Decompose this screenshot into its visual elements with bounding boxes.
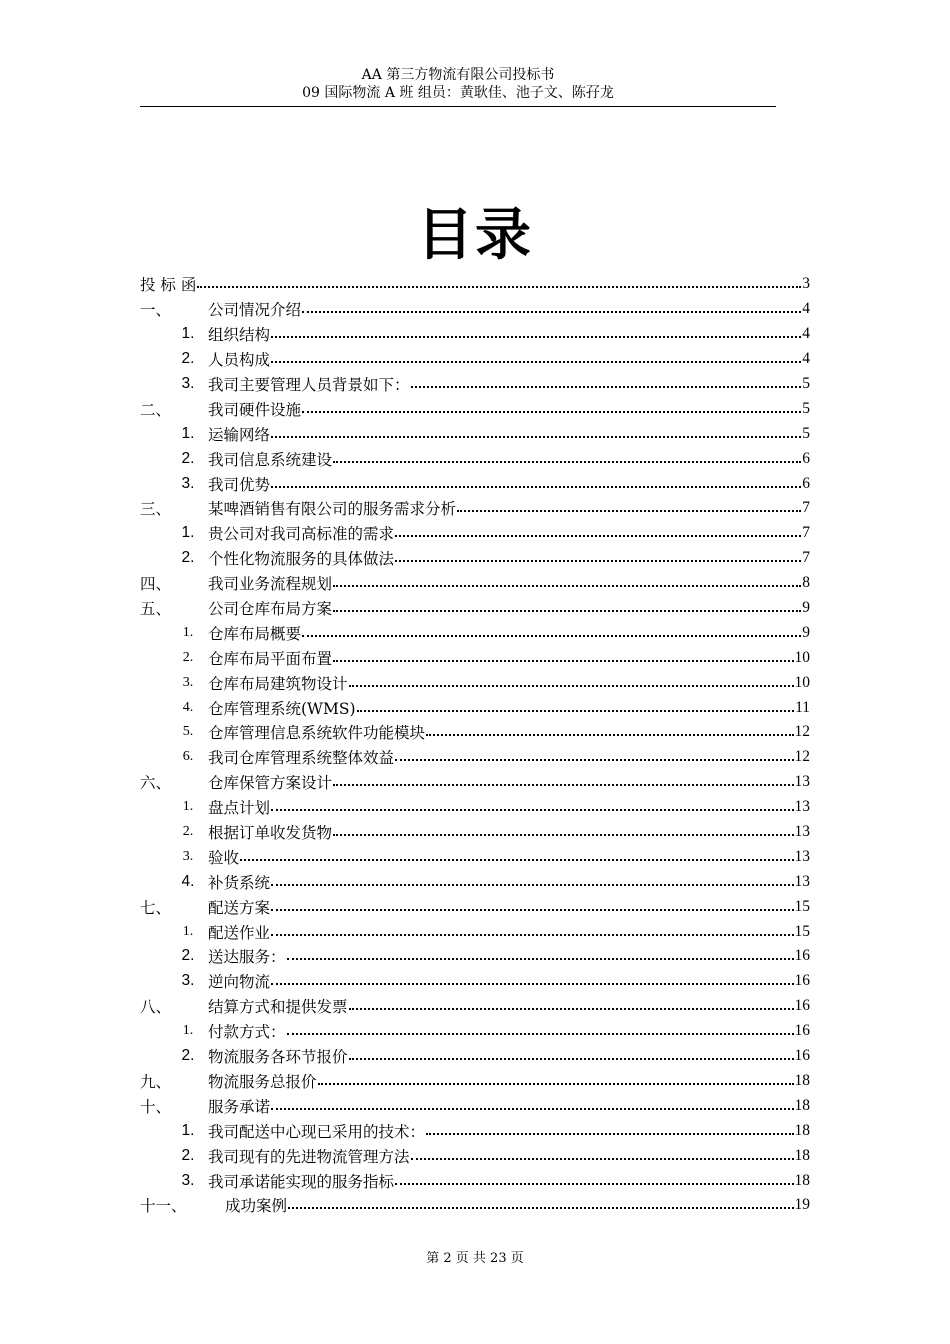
toc-entry-number: 1. [181, 524, 195, 542]
toc-entry-page: 16 [794, 947, 810, 965]
toc-entry-page: 16 [794, 972, 810, 990]
toc-entry-title: 我司优势 [208, 475, 271, 494]
toc-entry[interactable] [140, 1093, 810, 1118]
toc-entry[interactable] [140, 1044, 810, 1069]
toc-entry-page: 3 [802, 275, 810, 293]
toc-entry[interactable] [140, 446, 810, 471]
toc-entry-page: 15 [794, 897, 810, 915]
toc-entry-title: 仓库布局建筑物设计 [208, 674, 348, 693]
toc-entry[interactable] [140, 795, 810, 820]
toc-entry-title: 仓库布局概要 [208, 624, 302, 643]
toc-dot-leader [271, 436, 801, 438]
toc-entry-title: 人员构成 [208, 351, 271, 370]
toc-entry-page: 6 [802, 474, 810, 492]
toc-entry-title: 我司主要管理人员背景如下： [208, 376, 410, 394]
toc-entry-number: 1. [181, 1121, 195, 1139]
toc-entry-number: 九、 [140, 1072, 172, 1091]
toc-entry-title: 某啤酒销售有限公司的服务需求分析 [208, 500, 457, 519]
toc-entry-title: 仓库布局平面布置 [208, 649, 333, 668]
toc-dot-leader [411, 1158, 794, 1160]
toc-entry-page: 18 [794, 1121, 810, 1139]
toc-entry-page: 11 [795, 698, 810, 716]
toc-entry-title: 运输网络 [208, 425, 271, 444]
toc-entry-number: 4. [182, 699, 194, 715]
toc-entry-title: 成功案例 [225, 1197, 288, 1216]
toc-entry-title: 送达服务： [208, 948, 286, 967]
toc-dot-leader [302, 635, 801, 637]
toc-entry[interactable] [140, 770, 810, 795]
toc-entry-title: 投 标 函 [140, 276, 197, 295]
header-title: AA 第三方物流有限公司投标书 [361, 67, 555, 83]
toc-entry[interactable] [140, 347, 810, 372]
toc-dot-leader [411, 386, 802, 388]
toc-dot-leader [271, 884, 793, 886]
toc-entry-number: 5. [182, 724, 194, 740]
header-divider [140, 106, 776, 107]
toc-entry-title: 验收 [208, 848, 240, 867]
toc-entry-number: 3. [181, 1171, 195, 1189]
toc-entry-page: 18 [794, 1171, 810, 1189]
toc-entry-title: 公司情况介绍 [208, 301, 302, 320]
toc-dot-leader [271, 486, 801, 488]
toc-entry[interactable] [140, 272, 810, 297]
toc-dot-leader [333, 585, 801, 587]
toc-entry-page: 18 [794, 1096, 810, 1114]
toc-entry-title: 仓库保管方案设计 [208, 774, 333, 793]
toc-entry-page: 5 [802, 424, 810, 442]
toc-dot-leader [349, 685, 794, 687]
toc-entry-number: 1. [182, 624, 194, 640]
toc-entry-title: 我司现有的先进物流管理方法 [208, 1147, 410, 1166]
toc-entry-page: 8 [802, 574, 810, 592]
toc-entry[interactable] [140, 969, 810, 994]
toc-entry[interactable] [140, 421, 810, 446]
toc-dot-leader [395, 1183, 793, 1185]
toc-dot-leader [395, 560, 801, 562]
toc-entry-number: 1. [182, 1023, 194, 1039]
toc-entry[interactable] [140, 521, 810, 546]
toc-entry-title: 逆向物流 [208, 973, 271, 992]
toc-entry-title: 仓库管理信息系统软件功能模块 [208, 724, 426, 743]
toc-entry-page: 10 [794, 648, 810, 666]
toc-dot-leader [333, 461, 801, 463]
toc-dot-leader [240, 859, 793, 861]
toc-entry-title: 我司信息系统建设 [208, 450, 333, 469]
toc-entry-number: 6. [182, 749, 194, 765]
toc-entry-title: 补货系统 [208, 873, 271, 892]
toc-entry-page: 6 [802, 449, 810, 467]
toc-dot-leader [357, 710, 795, 712]
toc-entry[interactable] [140, 820, 810, 845]
toc-entry-title: 我司硬件设施 [208, 400, 302, 419]
toc-entry-number: 2. [181, 549, 195, 567]
toc-entry-number: 2. [181, 947, 195, 965]
toc-entry-page: 13 [794, 872, 810, 890]
toc-dot-leader [302, 411, 801, 413]
toc-dot-leader [333, 660, 793, 662]
toc-entry-title: 我司配送中心现已采用的技术： [208, 1122, 426, 1141]
toc-entry[interactable] [140, 1143, 810, 1168]
toc-entry-page: 4 [802, 325, 810, 343]
toc-dot-leader [349, 1008, 794, 1010]
toc-entry[interactable] [140, 496, 810, 521]
toc-entry[interactable] [140, 645, 810, 670]
toc-entry[interactable] [140, 546, 810, 571]
toc-entry-number: 2. [181, 449, 195, 467]
toc-entry-number: 一、 [140, 301, 172, 320]
toc-entry[interactable] [140, 571, 810, 596]
toc-entry[interactable] [140, 745, 810, 770]
toc-entry[interactable] [140, 1118, 810, 1143]
toc-entry[interactable] [140, 1168, 810, 1193]
toc-dot-leader [288, 1207, 793, 1209]
toc-entry-number: 三、 [140, 500, 172, 519]
toc-entry-number: 八、 [140, 998, 172, 1017]
toc-entry-page: 10 [794, 673, 810, 691]
toc-entry[interactable] [140, 844, 810, 869]
toc-dot-leader [333, 610, 801, 612]
toc-entry-number: 2. [181, 1146, 195, 1164]
toc-entry-title: 配送作业 [208, 923, 271, 942]
toc-entry-number: 3. [181, 972, 195, 990]
toc-entry-page: 9 [802, 599, 810, 617]
toc-entry-title: 我司业务流程规划 [208, 575, 333, 594]
toc-entry-title: 我司承诺能实现的服务指标 [208, 1172, 395, 1191]
toc-entry-number: 四、 [140, 575, 172, 594]
toc-entry[interactable] [140, 695, 810, 720]
toc-entry[interactable] [140, 471, 810, 496]
toc-entry-page: 13 [794, 798, 810, 816]
toc-entry[interactable] [140, 869, 810, 894]
toc-entry[interactable] [140, 1019, 810, 1044]
toc-entry-page: 7 [802, 524, 810, 542]
toc-dot-leader [395, 759, 793, 761]
toc-entry-number: 4. [181, 872, 195, 890]
page-footer: 第 2 页 共 23 页 [426, 1251, 524, 1266]
toc-entry-number: 1. [181, 424, 195, 442]
toc-entry-page: 13 [794, 823, 810, 841]
toc-dot-leader [197, 286, 801, 288]
toc-entry-title: 仓库管理系统(WMS) [208, 699, 356, 718]
toc-dot-leader [287, 958, 794, 960]
toc-entry[interactable] [140, 372, 810, 397]
toc-entry-title: 根据订单收发货物 [208, 824, 333, 843]
toc-entry[interactable] [140, 1193, 810, 1218]
toc-entry-page: 9 [802, 623, 810, 641]
toc-entry-page: 4 [802, 300, 810, 318]
toc-entry-number: 五、 [140, 600, 172, 619]
toc-dot-leader [333, 784, 793, 786]
toc-dot-leader [271, 934, 793, 936]
toc-entry-page: 4 [802, 350, 810, 368]
toc-entry-number: 3. [182, 848, 194, 864]
toc-entry-page: 13 [794, 847, 810, 865]
toc-entry-number: 1. [182, 799, 194, 815]
toc-entry[interactable] [140, 994, 810, 1019]
toc-entry[interactable] [140, 596, 810, 621]
toc-entry-page: 19 [794, 1196, 810, 1214]
toc-dot-leader [271, 336, 801, 338]
toc-entry-number: 2. [181, 1047, 195, 1065]
toc-dot-leader [271, 1108, 793, 1110]
toc-dot-leader [271, 809, 793, 811]
toc-entry-number: 3. [182, 674, 194, 690]
toc-entry-number: 2. [181, 350, 195, 368]
toc-entry-page: 15 [794, 922, 810, 940]
toc-entry-title: 盘点计划 [208, 799, 271, 818]
toc-entry-title: 物流服务各环节报价 [208, 1048, 348, 1067]
toc-entry-page: 7 [802, 549, 810, 567]
toc-entry-page: 16 [794, 997, 810, 1015]
toc-dot-leader [271, 909, 793, 911]
table-of-contents [140, 272, 810, 1218]
toc-entry-number: 七、 [140, 898, 172, 917]
toc-dot-leader [271, 983, 793, 985]
toc-entry-title: 服务承诺 [208, 1097, 271, 1116]
toc-entry-page: 12 [794, 723, 810, 741]
toc-entry-number: 二、 [140, 400, 172, 419]
toc-entry-number: 1. [181, 325, 195, 343]
toc-entry-title: 配送方案 [208, 898, 271, 917]
toc-dot-leader [271, 361, 801, 363]
toc-dot-leader [395, 535, 801, 537]
toc-entry-number: 1. [182, 923, 194, 939]
toc-entry-title: 组织结构 [208, 326, 271, 345]
toc-dot-leader [349, 1058, 794, 1060]
toc-entry[interactable] [140, 894, 810, 919]
toc-entry-page: 16 [794, 1022, 810, 1040]
page-title: 目录 [417, 203, 533, 268]
toc-dot-leader [457, 510, 801, 512]
toc-entry[interactable] [140, 322, 810, 347]
toc-entry-number: 2. [182, 649, 194, 665]
toc-entry-number: 十一、 [140, 1197, 187, 1216]
toc-entry[interactable] [140, 396, 810, 421]
toc-entry-number: 十、 [140, 1097, 172, 1116]
toc-entry-title: 付款方式： [208, 1023, 286, 1042]
page-header [140, 66, 776, 102]
toc-dot-leader [318, 1083, 794, 1085]
toc-entry[interactable] [140, 720, 810, 745]
toc-entry-number: 3. [181, 375, 195, 392]
toc-dot-leader [426, 734, 793, 736]
toc-entry-title: 物流服务总报价 [208, 1072, 317, 1091]
toc-entry[interactable] [140, 944, 810, 969]
toc-entry-page: 18 [794, 1146, 810, 1164]
toc-entry-page: 13 [794, 773, 810, 791]
header-subtitle: 09 国际物流 A 班 组员：黄耿佳、池子文、陈孖龙 [302, 85, 614, 101]
toc-entry[interactable] [140, 297, 810, 322]
toc-entry-number: 六、 [140, 774, 172, 793]
toc-entry[interactable] [140, 620, 810, 645]
toc-dot-leader [302, 311, 801, 313]
toc-dot-leader [426, 1133, 793, 1135]
toc-entry[interactable] [140, 919, 810, 944]
toc-entry[interactable] [140, 670, 810, 695]
toc-entry-page: 12 [794, 748, 810, 766]
toc-entry-page: 18 [794, 1071, 810, 1089]
toc-entry-title: 个性化物流服务的具体做法 [208, 550, 395, 569]
toc-entry-title: 我司仓库管理系统整体效益 [208, 749, 395, 768]
toc-dot-leader [333, 834, 793, 836]
toc-dot-leader [287, 1033, 794, 1035]
toc-entry-page: 7 [802, 499, 810, 517]
toc-entry-title: 公司仓库布局方案 [208, 600, 333, 619]
toc-entry-number: 3. [181, 474, 195, 492]
toc-entry-title: 贵公司对我司高标准的需求 [208, 525, 395, 544]
toc-entry-page: 5 [802, 399, 810, 417]
toc-entry-number: 2. [182, 824, 194, 840]
toc-entry[interactable] [140, 1069, 810, 1094]
toc-entry-title: 结算方式和提供发票 [208, 998, 348, 1017]
toc-entry-page: 16 [794, 1047, 810, 1065]
toc-entry-page: 5 [802, 375, 810, 392]
